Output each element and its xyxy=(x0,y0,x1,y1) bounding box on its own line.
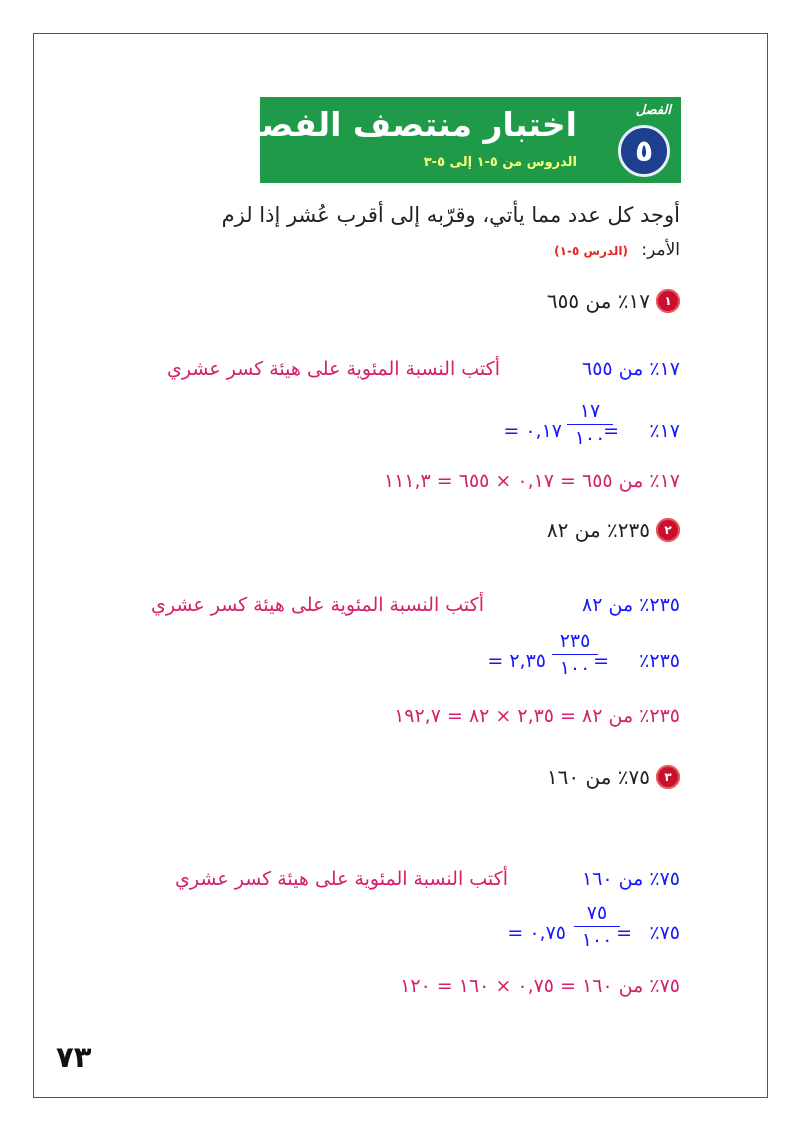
exercise-3-percent: ٧٥٪ xyxy=(649,922,680,944)
lesson-reference: (الدرس ٥-١) xyxy=(554,244,628,258)
exercise-1-fraction xyxy=(567,400,613,449)
page-number: ٧٣ xyxy=(56,1040,92,1074)
exercise-1-decimal: ٠,١٧ = xyxy=(503,420,562,442)
exercise-3-fraction xyxy=(574,902,620,951)
exercise-2-decimal: ٢,٣٥ = xyxy=(487,650,546,672)
exercise-2-note: أكتب النسبة المئوية على هيئة كسر عشري xyxy=(151,594,484,616)
chapter-banner xyxy=(231,97,681,183)
banner-title: اختبار منتصف الفصل xyxy=(231,105,577,144)
exercise-number-badge: ٢ xyxy=(656,518,680,542)
instruction-line: أوجد كل عدد مما يأتي، وقرّبه إلى أقرب عُشر إذا لزم xyxy=(221,203,680,227)
exercise-2-final: ٢٣٥٪ من ٨٢ = ٢,٣٥ × ٨٢ = ١٩٢,٧ xyxy=(394,705,680,727)
exercise-3-equals: = xyxy=(616,922,632,944)
chapter-label: الفصل xyxy=(635,103,671,118)
exercise-number-badge: ١ xyxy=(656,289,680,313)
fraction-bar xyxy=(567,424,613,425)
exercise-1-step1: ١٧٪ من ٦٥٥ xyxy=(582,358,680,380)
instruction-command xyxy=(554,240,680,260)
banner-subtitle: الدروس من ٥-١ إلى ٥-٣ xyxy=(423,155,577,170)
exercise-1-percent: ١٧٪ xyxy=(649,420,680,442)
exercise-1-final: ١٧٪ من ٦٥٥ = ٠,١٧ × ٦٥٥ = ١١١,٣ xyxy=(383,470,680,492)
fraction-denominator: ١٠٠ xyxy=(574,427,606,449)
fraction-numerator: ١٧ xyxy=(579,400,601,422)
exercise-1-note: أكتب النسبة المئوية على هيئة كسر عشري xyxy=(167,358,500,380)
exercise-1-question xyxy=(547,289,680,313)
fraction-numerator: ٧٥ xyxy=(586,902,608,924)
question-text: ١٧٪ من ٦٥٥ xyxy=(546,289,650,313)
fraction-bar xyxy=(552,654,598,655)
fraction-denominator: ١٠٠ xyxy=(559,657,591,679)
command-label: الأمر: xyxy=(641,240,680,260)
exercise-number-badge: ٣ xyxy=(656,765,680,789)
fraction-bar xyxy=(574,926,620,927)
exercise-2-question xyxy=(547,518,680,542)
fraction-denominator: ١٠٠ xyxy=(581,929,613,951)
exercise-2-percent: ٢٣٥٪ xyxy=(639,650,680,672)
exercise-1-equals: = xyxy=(603,420,619,442)
exercise-3-step1: ٧٥٪ من ١٦٠ xyxy=(582,868,680,890)
fraction-numerator: ٢٣٥ xyxy=(559,630,591,652)
exercise-2-equals: = xyxy=(593,650,609,672)
exercise-3-final: ٧٥٪ من ١٦٠ = ٠,٧٥ × ١٦٠ = ١٢٠ xyxy=(400,975,680,997)
exercise-3-decimal: ٠,٧٥ = xyxy=(507,922,566,944)
question-text: ٧٥٪ من ١٦٠ xyxy=(546,765,650,789)
question-text: ٢٣٥٪ من ٨٢ xyxy=(546,518,650,542)
chapter-number-badge: ٥ xyxy=(618,125,670,177)
exercise-2-fraction xyxy=(552,630,598,679)
exercise-3-question xyxy=(547,765,680,789)
exercise-2-step1: ٢٣٥٪ من ٨٢ xyxy=(582,594,680,616)
exercise-3-note: أكتب النسبة المئوية على هيئة كسر عشري xyxy=(175,868,508,890)
